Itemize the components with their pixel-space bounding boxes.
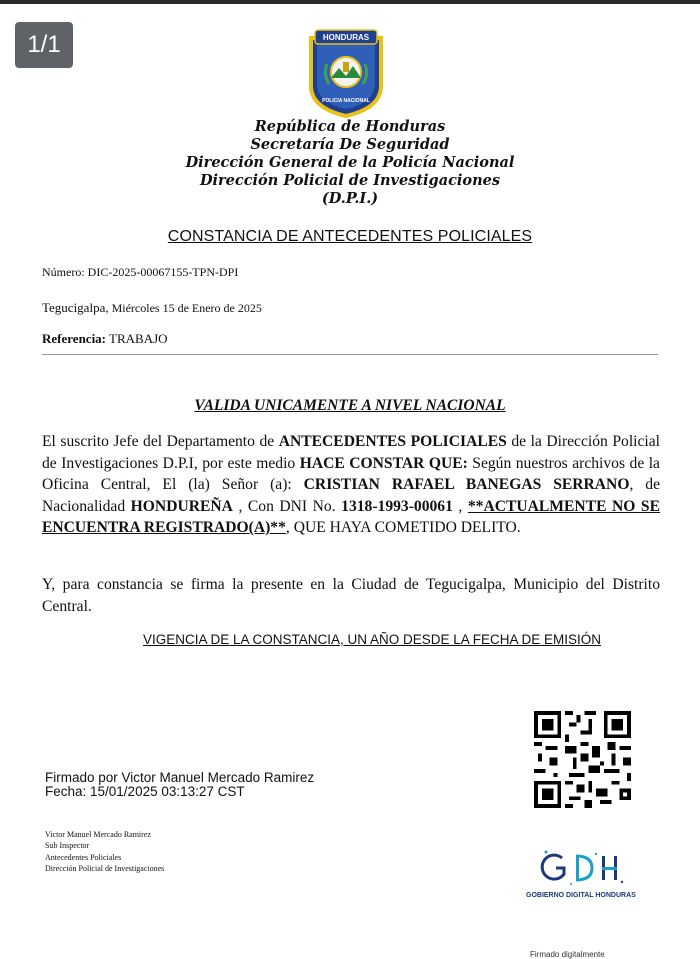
body-text: , QUE HAYA COMETIDO DELITO. xyxy=(285,519,521,536)
letterhead xyxy=(180,118,520,208)
reference-value: TRABAJO xyxy=(109,331,168,346)
signer-department: Antecedentes Policiales xyxy=(45,852,122,862)
gdh-caption: GOBIERNO DIGITAL HONDURAS xyxy=(526,892,636,899)
crest-top-text: HONDURAS xyxy=(322,33,370,42)
document-number xyxy=(42,265,238,280)
validity-notice: VALIDA UNICAMENTE A NIVEL NACIONAL xyxy=(194,397,506,414)
signer-rank: Sub Inspector xyxy=(45,841,90,851)
city: Tegucigalpa, xyxy=(42,300,109,315)
dni-number: 1318-1993-00061 xyxy=(341,497,453,515)
police-crest-logo xyxy=(305,28,387,118)
certificate-body xyxy=(42,431,660,539)
body-text: de la Dirección Policial de Investigaciones D.P.I, por este medio xyxy=(42,433,660,472)
crest-bottom-text: POLICIA NACIONAL xyxy=(322,98,370,104)
letterhead-line-4: Dirección Policial de Investigaciones xyxy=(199,172,501,189)
issue-date: Miércoles 15 de Enero de 2025 xyxy=(111,301,262,315)
department-name: ANTECEDENTES POLICIALES xyxy=(278,433,507,450)
certifies-phrase: HACE CONSTAR QUE: xyxy=(299,454,468,472)
digital-signature-note: Firmado digitalmente xyxy=(530,950,605,959)
digital-signature-info xyxy=(45,771,314,799)
person-name: CRISTIAN RAFAEL BANEGAS SERRANO xyxy=(303,476,630,493)
signer-directorate: Dirección Policial de Investigaciones xyxy=(45,863,165,873)
viewer-top-bar xyxy=(0,0,700,4)
signed-by: Firmado por Victor Manuel Mercado Ramirez xyxy=(45,770,315,785)
qr-code xyxy=(534,711,631,808)
document-date-line xyxy=(42,300,262,316)
closing-paragraph: Y, para constancia se firma la presente en la Ciudad de Tegucigalpa, Municipio del Distrito Central. xyxy=(42,576,660,615)
signer-details xyxy=(45,829,164,874)
body-text: , de Nacionalidad xyxy=(42,476,661,515)
nationality: HONDUREÑA xyxy=(130,497,233,515)
validity-period: VIGENCIA DE LA CONSTANCIA, UN AÑO DESDE LA FECHA DE EMISIÓN xyxy=(142,632,602,647)
number-value: DIC-2025-00067155-TPN-DPI xyxy=(87,265,239,279)
gdh-logo xyxy=(538,848,628,888)
signer-name: Victor Manuel Mercado Ramirez xyxy=(45,830,151,839)
document-title: CONSTANCIA DE ANTECEDENTES POLICIALES xyxy=(167,228,533,245)
letterhead-line-1: República de Honduras xyxy=(254,118,446,135)
divider xyxy=(42,354,658,355)
record-status: **ACTUALMENTE NO SE ENCUENTRA REGISTRADO(A)** xyxy=(42,497,661,536)
page-counter: 1/1 xyxy=(15,22,73,68)
body-text: , Con DNI No. xyxy=(232,497,342,515)
body-text: , xyxy=(452,497,468,515)
number-label: Número: xyxy=(42,265,85,279)
signed-date: Fecha: 15/01/2025 03:13:27 CST xyxy=(45,784,245,799)
reference-label: Referencia: xyxy=(42,331,107,346)
letterhead-line-5: (D.P.I.) xyxy=(321,190,379,207)
body-text: El suscrito Jefe del Departamento de xyxy=(42,433,279,450)
body-text: Según nuestros archivos de la Oficina Central, El (la) Señor (a): xyxy=(42,454,660,493)
reference-line xyxy=(42,331,168,347)
letterhead-line-2: Secretaría De Seguridad xyxy=(250,136,450,153)
letterhead-line-3: Dirección General de la Policía Nacional xyxy=(185,154,515,171)
